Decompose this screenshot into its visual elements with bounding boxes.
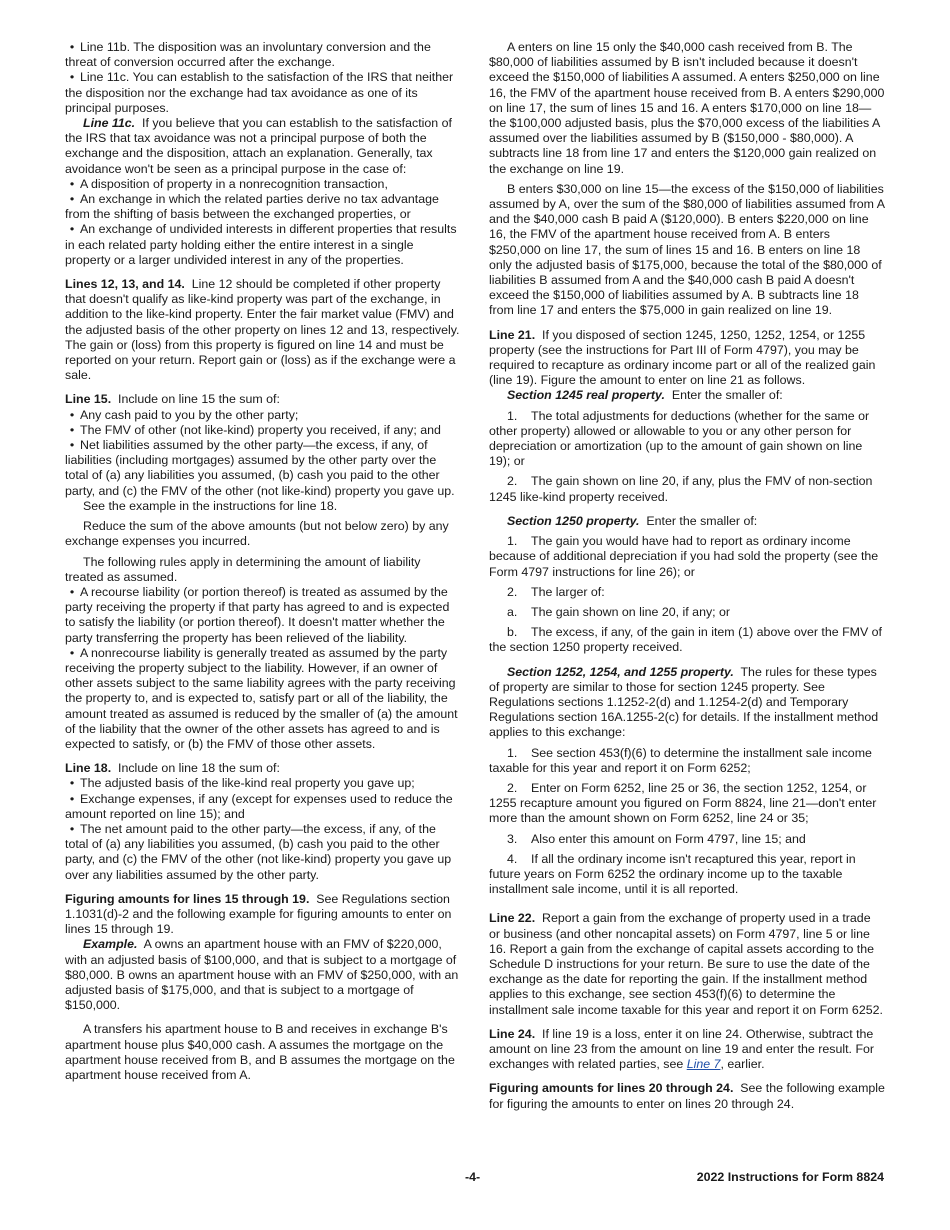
section-1250-text: Enter the smaller of: xyxy=(646,513,758,528)
line-18-paragraph xyxy=(65,761,461,776)
line-18-heading: Line 18. xyxy=(65,761,112,776)
line-15-bullet: • Net liabilities assumed by the other party—the excess, if any, of liabilities (including mortgages) assumed by the other party over the total of (a) any liabilities you assumed, (b) cash you paid to the other party, and (c) the FMV of the other (not like-kind) property you gave up. xyxy=(65,438,461,499)
figuring-15-19-heading: Figuring amounts for lines 15 through 19. xyxy=(65,891,310,906)
line-24-heading: Line 24. xyxy=(489,1026,536,1041)
line-15-paragraph xyxy=(65,392,461,407)
figuring-20-24-paragraph xyxy=(489,1081,885,1111)
section-1245-item: 1. The total adjustments for deductions (whether for the same or other property) allowed or allowable to you or any other person for depreciation or amortization (up to the amount of gain shown on line 19); or xyxy=(489,408,870,469)
figuring-20-24-heading: Figuring amounts for lines 20 through 24. xyxy=(489,1081,734,1096)
section-1245-item: 2. The gain shown on line 20, if any, plus the FMV of non-section 1245 like-kind property received. xyxy=(489,474,873,504)
line-15-bullet: • The FMV of other (not like-kind) property you received, if any; and xyxy=(65,423,461,438)
section-1252-text: The rules for these types of property are similar to those for section 1245 property. See Regulations sections 1.1252-2(d) and 1.1254-2(d) and Temporary Regulations section 16A.1255-2(c) for details. If the installment method applies to this exchange: xyxy=(489,664,879,740)
line-21-text: If you disposed of section 1245, 1250, 1252, 1254, or 1255 property (see the instructions for Part III of Form 4797), you may be required to recapture as ordinary income part or all of the realized gain (line 19). Figure the amount to enter on line 21 as follows. xyxy=(489,327,876,388)
section-1250-heading: Section 1250 property. xyxy=(507,513,640,528)
section-1250-item: b. The excess, if any, of the gain in item (1) above over the FMV of the section 1250 property received. xyxy=(489,625,883,655)
line-15-heading: Line 15. xyxy=(65,392,112,407)
lines-12-14-heading: Lines 12, 13, and 14. xyxy=(65,277,185,292)
line-11c-bullet: • An exchange of undivided interests in different properties that results in each related party holding either the entire interest in a single property or a larger undivided interest in any of the properties. xyxy=(65,222,461,268)
line-21-heading: Line 21. xyxy=(489,327,536,342)
lines-12-14-paragraph xyxy=(65,277,461,383)
line-18-bullet: • The net amount paid to the other party—the excess, if any, of the total of (a) any liabilities you assumed, (b) cash you paid to the other party, and (c) the FMV of the other (not like-kind) property you gave up over any liabilities assumed by the other party. xyxy=(65,822,461,883)
section-1252-item: 1. See section 453(f)(6) to determine the installment sale income taxable for this year and report it on Form 6252; xyxy=(489,745,872,775)
a-enters-paragraph: A enters on line 15 only the $40,000 cash received from B. The $80,000 of liabilities assumed by B isn't included because it doesn't exceed the $150,000 of liabilities A assumed. A enters $250,000 on line 16, the FMV of the apartment house received from B. A enters $290,000 on line 17, the sum of lines 15 and 16. A enters $170,000 on line 18—the $100,000 adjusted basis, plus the $70,000 excess of the liabilities A assumed over the liabilities assumed by B ($150,000 - $80,000). A subtracts line 18 from line 17 and enters the $120,000 gain realized on the exchange on line 19. xyxy=(489,40,885,176)
example-paragraph xyxy=(65,937,461,1013)
section-1250-item: 2. The larger of: xyxy=(507,584,605,599)
footer-title: 2022 Instructions for Form 8824 xyxy=(696,1170,884,1184)
right-column xyxy=(489,40,885,1117)
figuring-20-24-text: See the following example for figuring the amounts to enter on lines 20 through 24. xyxy=(489,1081,885,1111)
line-24-paragraph xyxy=(489,1027,885,1073)
section-1245-text: Enter the smaller of: xyxy=(671,388,783,403)
section-1252-item: 3. Also enter this amount on Form 4797, line 15; and xyxy=(507,831,806,846)
line-22-heading: Line 22. xyxy=(489,911,536,926)
figuring-15-19-paragraph xyxy=(65,892,461,938)
section-1252-item: 2. Enter on Form 6252, line 25 or 36, the section 1252, 1254, or 1255 recapture amount you figured on Form 8824, line 21—don't enter more than the amount shown on Form 6252, line 24 or 35; xyxy=(489,780,877,826)
section-1252-paragraph xyxy=(489,665,885,741)
line-11c-bullet: • A disposition of property in a nonrecognition transaction, xyxy=(65,177,461,192)
line-18-text: Include on line 18 the sum of: xyxy=(118,761,280,776)
section-1245-paragraph xyxy=(489,388,885,403)
line-15-rules-intro: The following rules apply in determining the amount of liability treated as assumed. xyxy=(65,554,421,584)
line-15-bullet: • Any cash paid to you by the other party; xyxy=(65,408,461,423)
line-22-text: Report a gain from the exchange of property used in a trade or business (and other noncapital assets) on Form 4797, line 5 or line 16. Report a gain from the exchange of capital assets according to the Schedule D instructions for your return. Be sure to use the date of the exchange as the date for reporting the gain. If the installment method applies to this exchange, see section 453(f)(6) to determine the installment sale income taxable for this year and report it on Form 6252. xyxy=(489,911,883,1017)
page-number: -4- xyxy=(465,1170,481,1184)
section-1250-item: 1. The gain you would have had to report as ordinary income because of additional depreciation if you had sold the property (see the Form 4797 instructions for line 26); or xyxy=(489,534,879,579)
example-text: A owns an apartment house with an FMV of $220,000, with an adjusted basis of $100,000, and that is subject to a mortgage of $80,000. B owns an apartment house with an FMV of $250,000, with an adjusted basis of $175,000, and that is subject to a mortgage of $150,000. xyxy=(65,937,459,1013)
b-enters-paragraph: B enters $30,000 on line 15—the excess of the $150,000 of liabilities assumed by A, over the sum of the $80,000 of liabilities assumed from A and the $40,000 cash B paid A ($120,000). B enters $220,000 on line 16, the FMV of the apartment house received from A. B enters $250,000 on line 17, the sum of lines 15 and 16. B enters on line 18 only the adjusted basis of $175,000, because the total of the $80,000 of liabilities B assumed from A and the $40,000 cash B paid A doesn't exceed the $150,000 of liabilities assumed by A. B subtracts line 18 from line 17 and enters the $75,000 in gain realized on line 19. xyxy=(489,181,885,318)
left-column xyxy=(65,40,461,1088)
line-24-text: If line 19 is a loss, enter it on line 24. Otherwise, subtract the amount on line 23 from the amount on line 19 and enter the result. For exchanges with related parties, see xyxy=(489,1026,875,1072)
section-1252-item: 4. If all the ordinary income isn't recaptured this year, report in future years on Form 6252 the ordinary income up to the taxable installment sale income, until it is all reported. xyxy=(489,851,856,897)
example-label: Example. xyxy=(83,937,138,952)
line-11c-paragraph xyxy=(65,116,461,177)
line-24-text-after: , earlier. xyxy=(720,1057,765,1072)
line-11c-bullet: • An exchange in which the related parties derive no tax advantage from the shifting of basis between the exchanged properties, or xyxy=(65,192,461,222)
transfer-paragraph: A transfers his apartment house to B and receives in exchange B's apartment house plus $40,000 cash. A assumes the mortgage on the apartment house received from B, and B assumes the mortgage on the apartment house received from A. xyxy=(65,1022,455,1082)
bullet-line-11b: • Line 11b. The disposition was an involuntary conversion and the threat of conversion occurred after the exchange. xyxy=(65,40,461,70)
line-15-reduce: Reduce the sum of the above amounts (but not below zero) by any exchange expenses you incurred. xyxy=(65,519,449,549)
line-7-link[interactable]: Line 7 xyxy=(686,1057,721,1072)
line-11c-text: If you believe that you can establish to the satisfaction of the IRS that tax avoidance was not a principal purpose of both the exchange and the disposition, attach an explanation. Generally, tax avoidance won't be seen as a principal purpose in the case of: xyxy=(65,116,452,176)
section-1250-item: a. The gain shown on line 20, if any; or xyxy=(507,604,731,619)
section-1252-heading: Section 1252, 1254, and 1255 property. xyxy=(507,664,734,679)
line-21-paragraph xyxy=(489,328,885,389)
line-15-text: Include on line 15 the sum of: xyxy=(118,392,280,407)
line-15-rule: • A recourse liability (or portion thereof) is treated as assumed by the party receiving the property if that party has agreed to and is expected to satisfy the liability (or portion thereof). It doesn't matter whether the party transferring the property has been relieved of the liability. xyxy=(65,585,461,646)
line-22-paragraph xyxy=(489,911,885,1017)
section-1250-paragraph xyxy=(489,514,885,529)
line-18-bullet: • Exchange expenses, if any (except for expenses used to reduce the amount reported on line 15); and xyxy=(65,792,461,822)
line-15-rule: • A nonrecourse liability is generally treated as assumed by the party receiving the property subject to the liability. However, if an owner of other assets subject to the same liability agrees with the party receiving the property to, and is expected to, satisfy part or all of the liability, the amount treated as assumed is reduced by the smaller of (a) the amount of the liability that the owner of the other assets has agreed to and is expected to satisfy, or (b) the FMV of those other assets. xyxy=(65,646,461,752)
figuring-15-19-text: See Regulations section 1.1031(d)-2 and the following example for figuring amounts to enter on lines 15 through 19. xyxy=(65,891,452,937)
line-11c-heading: Line 11c. xyxy=(83,116,136,131)
line-18-bullet: • The adjusted basis of the like-kind real property you gave up; xyxy=(65,776,461,791)
lines-12-14-text: Line 12 should be completed if other property that doesn't qualify as like-kind property was part of the exchange, in addition to the like-kind property. Enter the fair market value (FMV) and the adjusted basis of the other property on lines 12 and 13, respectively. The gain or (loss) from this property is figured on line 14 and must be reported on your return. Report gain or (loss) as if the exchange were a sale. xyxy=(65,277,460,383)
line-15-see-example: See the example in the instructions for line 18. xyxy=(83,498,338,513)
bullet-line-11c: • Line 11c. You can establish to the satisfaction of the IRS that neither the disposition nor the exchange had tax avoidance as one of its principal purposes. xyxy=(65,70,461,116)
section-1245-heading: Section 1245 real property. xyxy=(507,388,665,403)
